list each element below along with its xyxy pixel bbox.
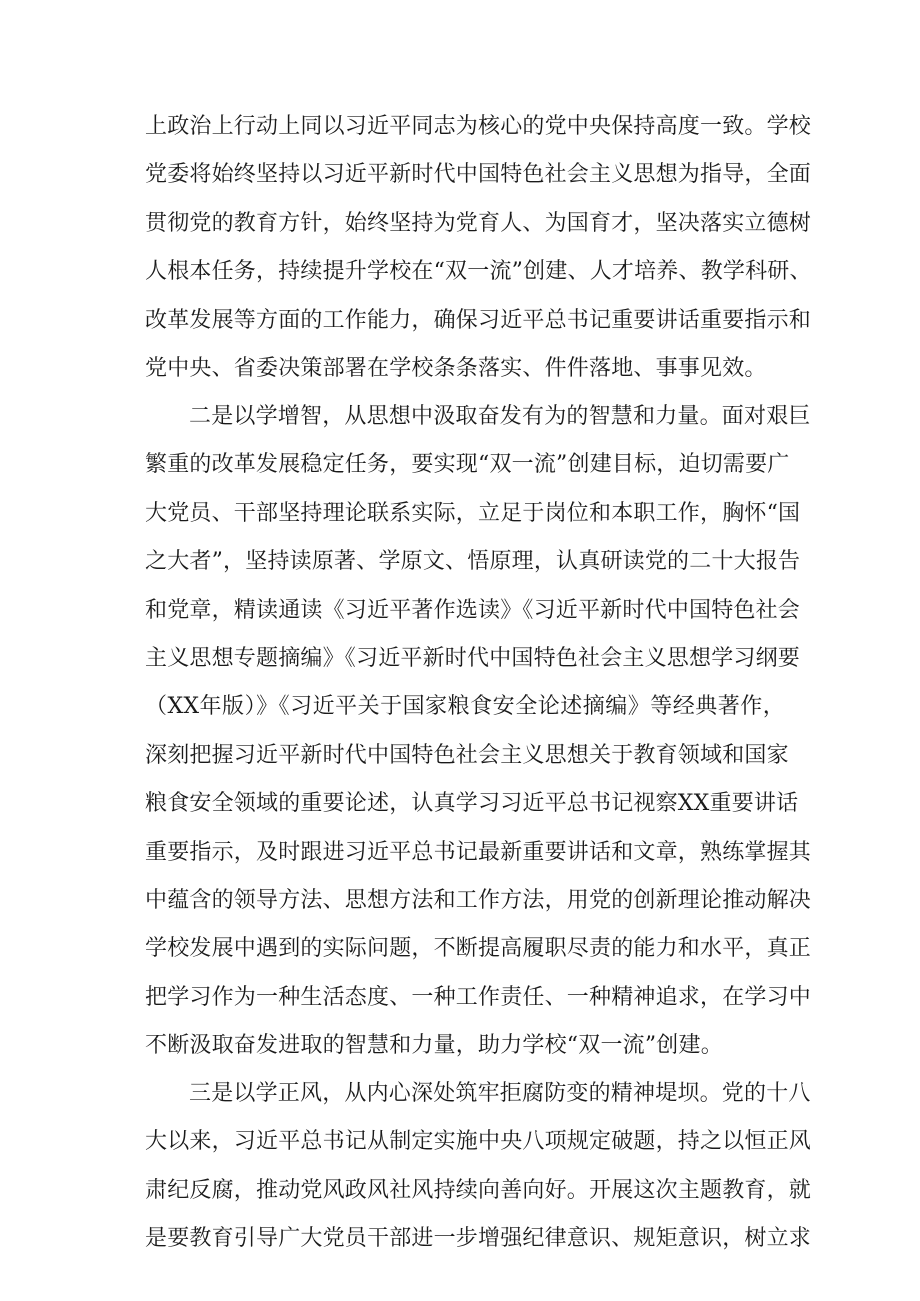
text-line: 二是以学增智，从思想中汲取奋发有为的智慧和力量。面对艰巨 bbox=[189, 404, 811, 429]
text-line: 党中央、省委决策部署在学校条条落实、件件落地、事事见效。 bbox=[145, 355, 767, 381]
text-line: 大以来，习近平总书记从制定实施中央八项规定破题，持之以恒正风 bbox=[145, 1129, 812, 1155]
text-line: 改革发展等方面的工作能力，确保习近平总书记重要讲话重要指示和 bbox=[145, 307, 812, 333]
text-line: 之大者”，坚持读原著、学原文、悟原理，认真研读党的二十大报告 bbox=[145, 549, 801, 575]
text-line: 主义思想专题摘编》《习近平新时代中国特色社会主义思想学习纲要 bbox=[145, 645, 801, 671]
text-line: 三是以学正风，从内心深处筑牢拒腐防变的精神堤坝。党的十八 bbox=[189, 1081, 811, 1106]
text-line: 把学习作为一种生活态度、一种工作责任、一种精神追求，在学习中 bbox=[145, 984, 812, 1010]
paragraph-2 bbox=[145, 393, 812, 1070]
text-line: 重要指示，及时跟进习近平总书记最新重要讲话和文章，熟练掌握其 bbox=[145, 839, 812, 865]
text-line: 深刻把握习近平新时代中国特色社会主义思想关于教育领域和国家 bbox=[145, 742, 789, 768]
text-line: 人根本任务，持续提升学校在“双一流”创建、人才培养、教学科研、 bbox=[145, 259, 812, 285]
text-line: 学校发展中遇到的实际问题，不断提高履职尽责的能力和水平，真正 bbox=[145, 936, 812, 962]
text-line: 不断汲取奋发进取的智慧和力量，助力学校“双一流”创建。 bbox=[145, 1033, 723, 1059]
paragraph-3 bbox=[145, 1070, 812, 1264]
text-line: 上政治上行动上同以习近平同志为核心的党中央保持高度一致。学校 bbox=[145, 114, 812, 139]
text-line: （XX年版）》《习近平关于国家粮食安全论述摘编》等经典著作， bbox=[145, 694, 785, 720]
text-line: 中蕴含的领导方法、思想方法和工作方法，用党的创新理论推动解决 bbox=[145, 887, 812, 913]
text-line: 贯彻党的教育方针，始终坚持为党育人、为国育才，坚决落实立德树 bbox=[145, 210, 812, 236]
text-line: 是要教育引导广大党员干部进一步增强纪律意识、规矩意识，树立求 bbox=[145, 1226, 812, 1252]
text-line: 和党章，精读通读《习近平著作选读》《习近平新时代中国特色社会 bbox=[145, 597, 801, 623]
paragraph-1 bbox=[145, 103, 812, 393]
text-line: 繁重的改革发展稳定任务，要实现“双一流”创建目标，迫切需要广 bbox=[145, 452, 790, 478]
text-line: 粮食安全领域的重要论述，认真学习习近平总书记视察XX重要讲话 bbox=[145, 791, 799, 817]
text-line: 肃纪反腐，推动党风政风社风持续向善向好。开展这次主题教育，就 bbox=[145, 1177, 812, 1203]
text-line: 大党员、干部坚持理论联系实际，立足于岗位和本职工作，胸怀“国 bbox=[145, 500, 801, 526]
text-line: 党委将始终坚持以习近平新时代中国特色社会主义思想为指导，全面 bbox=[145, 162, 812, 188]
